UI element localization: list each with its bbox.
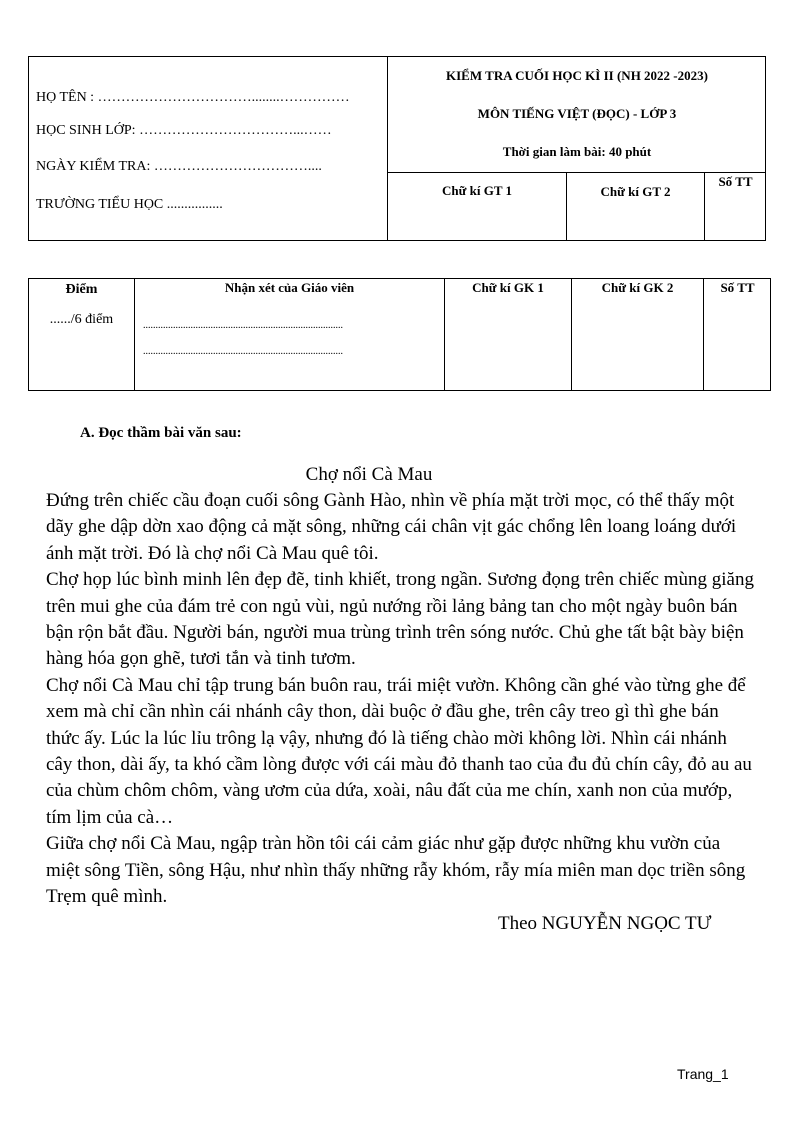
nhan-xet-line-2[interactable]: ................................................................................ [143,346,343,357]
sig-gk2-label: Chữ kí GK 2 [601,280,674,295]
passage-title: Chợ nổi Cà Mau [305,464,433,485]
diem-label: Điểm [65,282,98,297]
header-so-tt-label: Số TT [718,174,753,189]
exam-title: KIỂM TRA CUỐI HỌC KÌ II (NH 2022 -2023) [446,68,708,83]
exam-duration: Thời gian làm bài: 40 phút [502,144,652,159]
page-number: Trang_1 [677,1066,729,1082]
passage-paragraph-1: Đứng trên chiếc cầu đoạn cuối sông Gành Hào, nhìn về phía mặt trời mọc, có thể thấy một dãy ghe dập dờn xao động cả mặt sông, những cái chân vịt gác chổng lên loang loáng dưới ánh mặt trời. Đó là chợ nổi Cà Mau quê tôi. [46,490,737,564]
sig-gt2-label: Chữ kí GT 2 [600,184,671,199]
header-divider-horizontal [387,172,766,173]
diem-value[interactable]: ....../6 điểm [49,312,114,327]
passage-body [46,488,756,911]
student-name-field[interactable]: HỌ TÊN : ……………………………........…………… [36,90,350,105]
sig-gk1-label: Chữ kí GK 1 [472,280,544,295]
nhan-xet-label: Nhận xét của Giáo viên [224,280,355,295]
passage-paragraph-3: Chợ nổi Cà Mau chỉ tập trung bán buôn rau, trái miệt vườn. Không cần ghé vào từng ghe để xem mà chỉ cần nhìn cái nhánh cây thon, dài buộc ở đầu ghe, trên cây treo gì thì ghe bán thức ấy. Lúc la lúc lỉu trông lạ vậy, nhưng đó là tiếng chào mời không lời. Nhìn cái nhánh cây thon, dài ấy, ta khó cầm lòng được với cái màu đỏ thanh tao của đu đủ chín cây, đỏ au au của chùm chôm chôm, vàng ươm của dứa, xoài, nâu đất của me chín, xanh non của mướp, tím lịm của cà… [46,674,752,828]
school-field[interactable]: TRƯỜNG TIỂU HỌC ................ [36,197,223,212]
sig-gt1-label: Chữ kí GT 1 [441,183,513,198]
passage-paragraph-2: Chợ họp lúc bình minh lên đẹp đẽ, tinh khiết, trong ngần. Sương đọng trên chiếc mùng giăng trên mui ghe của đám trẻ con ngủ vùi, ngủ nướng rồi lảng bảng tan cho một ngày buôn bán bận rộn bắt đầu. Người bán, người mua trùng trình trên sóng nước. Chủ ghe tất bật bày biện hàng hóa gọn ghẽ, tươi tắn và tinh tươm. [46,569,754,670]
passage-author: Theo NGUYỄN NGỌC TƯ [498,913,712,934]
passage-paragraph-4: Giữa chợ nổi Cà Mau, ngập tràn hồn tôi cái cảm giác như gặp được những khu vườn của miệt sông Tiền, sông Hậu, như nhìn thấy những rẫy khóm, rẫy mía miên man dọc triền sông Trẹm quê mình. [46,833,746,908]
grading-so-tt-label: Số TT [720,280,755,295]
exam-subject: MÔN TIẾNG VIỆT (ĐỌC) - LỚP 3 [477,106,677,121]
nhan-xet-line-1[interactable]: ................................................................................ [143,320,343,331]
exam-date-field[interactable]: NGÀY KIỂM TRA: …………………………….... [36,159,322,174]
student-class-field[interactable]: HỌC SINH LỚP: ……………………………...…… [36,123,332,138]
sig-divider-1 [566,172,567,241]
section-heading: A. Đọc thầm bài văn sau: [80,425,242,441]
